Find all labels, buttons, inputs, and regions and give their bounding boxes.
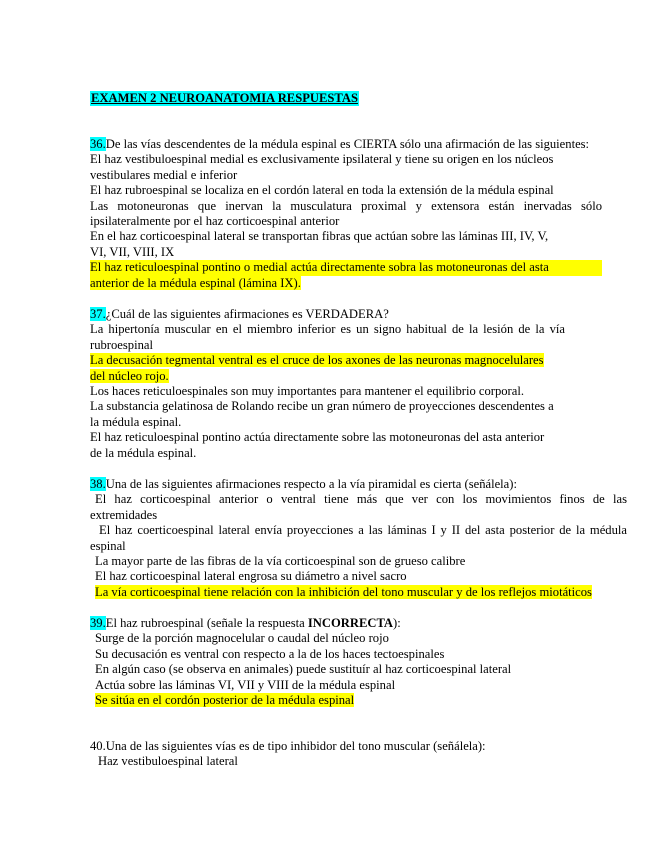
correct-answer: El haz reticuloespinal pontino o medial actúa directamente sobra las motoneuronas del asta <box>90 260 602 275</box>
option: Haz vestibuloespinal lateral <box>98 754 238 769</box>
option: Los haces reticuloespinales son muy importantes para mantener el equilibrio corporal. <box>90 384 524 399</box>
option: de la médula espinal. <box>90 445 197 460</box>
option: En el haz corticoespinal lateral se transportan fibras que actúan sobre las láminas III, IV, V, <box>90 229 549 244</box>
option: El haz reticuloespinal pontino actúa directamente sobre las motoneuronas del asta anterior <box>90 430 545 445</box>
option: El haz coerticoespinal lateral envía proyecciones a las láminas I y II del asta posterior de la médula <box>99 523 627 538</box>
option: vestibulares medial e inferior <box>90 167 238 182</box>
question-36-stem: 36.De las vías descendentes de la médula espinal es CIERTA sólo una afirmación de las siguientes: <box>90 137 590 151</box>
option: VI, VII, VIII, IX <box>90 244 175 259</box>
question-39-stem: 39.El haz rubroespinal (señale la respuesta INCORRECTA): <box>90 616 401 630</box>
option: extremidades <box>90 507 158 522</box>
question-number: 38. <box>90 477 106 491</box>
option: El haz corticoespinal anterior o ventral tiene más que ver con los movimientos finos de las <box>95 492 627 507</box>
option: espinal <box>90 538 126 553</box>
correct-answer: La decusación tegmental ventral es el cruce de los axones de las neuronas magnocelulares <box>90 353 544 368</box>
option: El haz vestibuloespinal medial es exclusivamente ipsilateral y tiene su origen en los núcleos <box>90 152 554 167</box>
correct-answer-cont: anterior de la médula espinal (lámina IX). <box>90 275 301 290</box>
question-40 <box>90 739 590 770</box>
option: La mayor parte de las fibras de la vía corticoespinal son de grueso calibre <box>95 554 466 569</box>
correct-answer: Se sitúa en el cordón posterior de la médula espinal <box>95 693 355 708</box>
question-38-stem: 38.Una de las siguientes afirmaciones respecto a la vía piramidal es cierta (señálela): <box>90 477 517 491</box>
question-40-stem: 40.Una de las siguientes vías es de tipo inhibidor del tono muscular (señálela): <box>90 739 486 753</box>
document-title: EXAMEN 2 NEUROANATOMIA RESPUESTAS <box>91 91 358 105</box>
question-number: 39. <box>90 616 106 630</box>
question-number: 36. <box>90 137 106 151</box>
question-number: 37. <box>90 307 106 321</box>
option: Su decusación es ventral con respecto a la de los haces tectoespinales <box>95 646 445 661</box>
option: La hipertonía muscular en el miembro inferior es un signo habitual de la lesión de la vía <box>90 322 565 337</box>
question-37 <box>90 307 565 461</box>
option: ipsilateralmente por el haz corticoespinal anterior <box>90 214 340 229</box>
question-38 <box>90 477 627 600</box>
option: La substancia gelatinosa de Rolando recibe un gran número de proyecciones descendentes a <box>90 399 554 414</box>
option: Surge de la porción magnocelular o caudal del núcleo rojo <box>95 631 389 646</box>
option: rubroespinal <box>90 337 153 352</box>
option: El haz rubroespinal se localiza en el cordón lateral en toda la extensión de la médula espinal <box>90 183 554 198</box>
question-36 <box>90 137 602 291</box>
question-37-stem: 37.¿Cuál de las siguientes afirmaciones es VERDADERA? <box>90 307 389 321</box>
option: Actúa sobre las láminas VI, VII y VIII de la médula espinal <box>95 677 396 692</box>
correct-answer: La vía corticoespinal tiene relación con la inhibición del tono muscular y de los reflejos miotáticos <box>95 584 592 599</box>
option: El haz corticoespinal lateral engrosa su diámetro a nivel sacro <box>95 569 407 584</box>
option: la médula espinal. <box>90 414 182 429</box>
question-39 <box>90 616 590 708</box>
option: Las motoneuronas que inervan la musculatura proximal y extensora están inervadas sólo <box>90 198 602 213</box>
correct-answer-cont: del núcleo rojo. <box>90 368 169 383</box>
option: En algún caso (se observa en animales) puede sustituír al haz corticoespinal lateral <box>95 662 512 677</box>
